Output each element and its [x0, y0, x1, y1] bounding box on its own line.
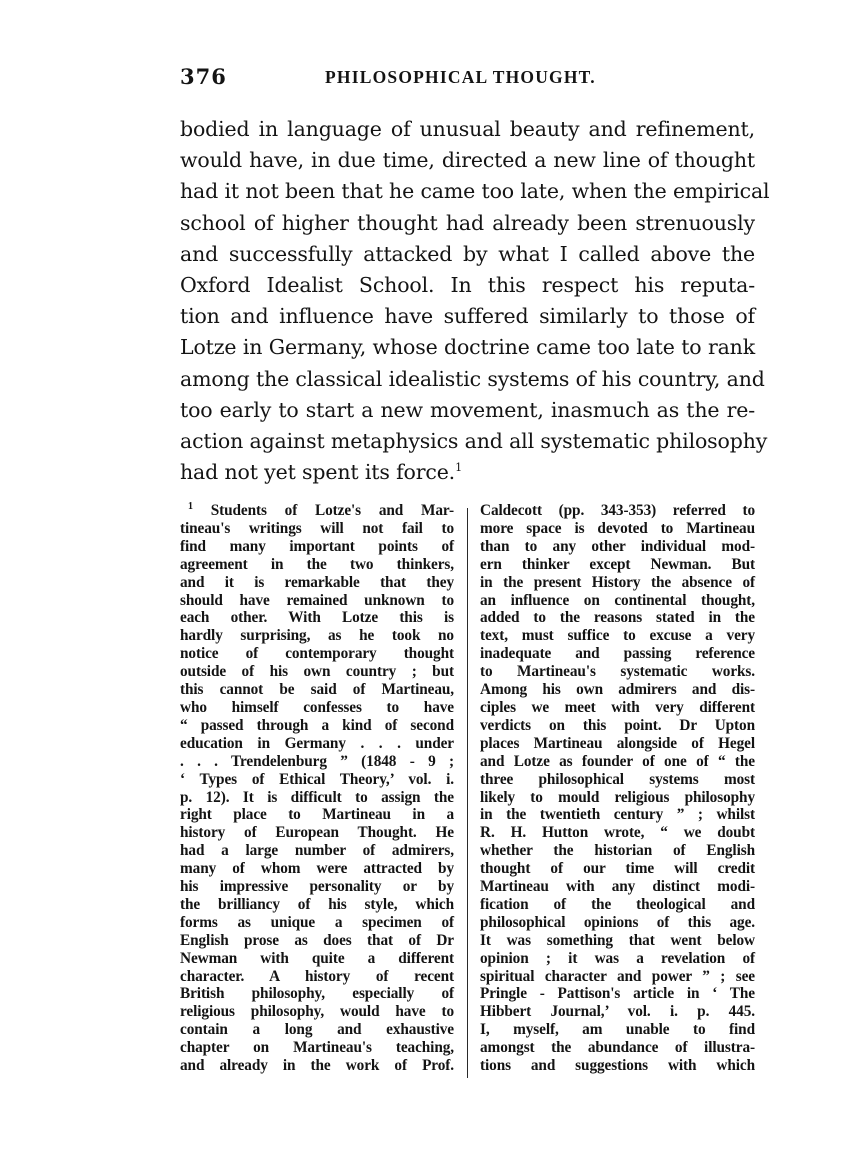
- footnote-line: [480, 681, 755, 699]
- footnote-line: [480, 806, 755, 824]
- footnote-line: [180, 717, 454, 735]
- footnote-line: [180, 1003, 454, 1021]
- footnote-line-text: had a large number of admirers,: [180, 842, 454, 860]
- footnote-line: [180, 771, 454, 789]
- footnote-line-text: to Martineau's systematic works.: [480, 663, 755, 681]
- page-header: [180, 64, 755, 94]
- footnote-reference-mark[interactable]: 1: [455, 461, 462, 475]
- footnote-line-text: chapter on Martineau's teaching,: [180, 1039, 454, 1057]
- footnote-line-text: his impressive personality or by: [180, 878, 454, 896]
- footnote-line: [180, 538, 454, 556]
- footnote-line-text: and already in the work of Prof.: [180, 1057, 454, 1075]
- main-paragraph: [180, 114, 770, 488]
- footnote-line-text: character. A history of recent: [180, 967, 454, 985]
- footnote-line: [180, 1039, 454, 1057]
- footnote-line-text: spiritual character and power ” ; see: [480, 967, 755, 985]
- footnote-line: [480, 556, 755, 574]
- footnote-line: [480, 896, 755, 914]
- body-line-text: would have, in due time, directed a new line of thought: [180, 148, 755, 173]
- body-line-text: had not yet spent its force.: [180, 460, 456, 485]
- footnote-line-text: Newman with quite a different: [180, 949, 454, 967]
- footnote-line: [480, 914, 755, 932]
- footnote-line-text: added to the reasons stated in the: [480, 609, 755, 627]
- footnote-line: [180, 878, 454, 896]
- footnote-line: [180, 896, 454, 914]
- footnote-line: [180, 824, 454, 842]
- footnote-line-text: It was something that went below: [480, 931, 755, 949]
- body-line: [180, 301, 755, 332]
- footnote-line: [480, 538, 755, 556]
- body-line-text: Oxford Idealist School. In this respect his reputa-: [180, 273, 755, 298]
- footnote-line-text: text, must suffice to excuse a very: [480, 627, 755, 645]
- footnote-line: [480, 574, 755, 592]
- footnote-line-text: opinion ; it was a revelation of: [480, 949, 755, 967]
- footnote-line-text: agreement in the two thinkers,: [180, 555, 454, 573]
- footnote-column-left: [180, 502, 454, 1075]
- footnote-line: [180, 1057, 454, 1075]
- body-line: [180, 145, 755, 176]
- footnote-line: [180, 753, 454, 771]
- footnote-line-text: ‘ Types of Ethical Theory,’ vol. i.: [180, 770, 454, 788]
- footnote-block: [180, 502, 755, 1082]
- body-line-text: bodied in language of unusual beauty and refinement,: [180, 117, 755, 141]
- footnote-line-text: Caldecott (pp. 343-353) referred to: [480, 502, 755, 519]
- footnote-line-text: contain a long and exhaustive: [180, 1021, 454, 1039]
- footnote-line: [180, 932, 454, 950]
- footnote-line: [180, 985, 454, 1003]
- footnote-line-text: likely to mould religious philosophy: [480, 788, 755, 806]
- footnote-line: [180, 860, 454, 878]
- footnote-line: [480, 932, 755, 950]
- footnote-line: [480, 609, 755, 627]
- footnote-number: 1: [188, 500, 193, 512]
- footnote-line-text: R. H. Hutton wrote, “ we doubt: [480, 824, 755, 842]
- footnote-line: [180, 627, 454, 645]
- footnote-line: [480, 520, 755, 538]
- footnote-line-text: . . . Trendelenburg ” (1848 - 9 ;: [180, 752, 454, 770]
- footnote-line: [180, 520, 454, 538]
- footnote-line-text: in the twentieth century ” ; whilst: [480, 806, 755, 824]
- body-line: [180, 364, 765, 395]
- footnote-line: [180, 556, 454, 574]
- footnote-line-text: “ passed through a kind of second: [180, 716, 454, 734]
- footnote-line-text: Students of Lotze's and Mar-: [210, 502, 454, 519]
- footnote-line: [180, 663, 454, 681]
- running-head: PHILOSOPHICAL THOUGHT.: [325, 67, 596, 87]
- footnote-line: [480, 985, 755, 1003]
- footnote-line-text: and it is remarkable that they: [180, 573, 454, 591]
- footnote-line-text: religious philosophy, would have to: [180, 1003, 454, 1021]
- footnote-line: [480, 717, 755, 735]
- body-line-text: and successfully attacked by what I called above the: [180, 241, 755, 266]
- footnote-line: [180, 574, 454, 592]
- footnote-line: [180, 645, 454, 663]
- footnote-line: [480, 842, 755, 860]
- footnote-line-text: Pringle - Pattison's article in ‘ The: [480, 985, 755, 1003]
- footnote-line-text: p. 12). It is difficult to assign the: [180, 788, 454, 806]
- footnote-line: [180, 806, 454, 824]
- footnote-line: [180, 914, 454, 932]
- footnote-line-text: English prose as does that of Dr: [180, 931, 454, 949]
- footnote-line-text: whether the historian of English: [480, 842, 755, 860]
- footnote-line: [480, 950, 755, 968]
- body-line: [180, 270, 755, 301]
- footnote-line-text: and Lotze as founder of one of “ the: [480, 752, 755, 770]
- footnote-line-text: than to any other individual mod-: [480, 537, 755, 555]
- footnote-line: [180, 502, 454, 520]
- footnote-line-text: history of European Thought. He: [180, 824, 454, 842]
- body-line-text: action against metaphysics and all systematic philosophy: [180, 429, 768, 454]
- footnote-line: [480, 1039, 755, 1057]
- footnote-line-text: right place to Martineau in a: [180, 806, 454, 824]
- footnote-line: [180, 789, 454, 807]
- footnote-line-text: education in Germany . . . under: [180, 734, 454, 752]
- body-line-text: had it not been that he came too late, when the empirical: [180, 179, 770, 204]
- footnote-line: [180, 592, 454, 610]
- footnote-line: [480, 502, 755, 520]
- footnote-line-text: in the present History the absence of: [480, 573, 755, 591]
- footnote-line-text: thought of our time will credit: [480, 860, 755, 878]
- body-line: [180, 395, 755, 426]
- footnote-line-text: British philosophy, especially of: [180, 985, 454, 1003]
- footnote-line-text: an influence on continental thought,: [480, 591, 755, 609]
- footnote-line-text: hardly surprising, as he took no: [180, 627, 454, 645]
- body-line-text: school of higher thought had already been strenuously: [180, 210, 755, 235]
- footnote-line: [480, 735, 755, 753]
- footnote-line-text: verdicts on this point. Dr Upton: [480, 716, 755, 734]
- footnote-line-text: fication of the theological and: [480, 895, 755, 913]
- footnote-line: [180, 842, 454, 860]
- footnote-line: [480, 592, 755, 610]
- footnote-line-text: amongst the abundance of illustra-: [480, 1039, 755, 1057]
- footnote-line-text: I, myself, am unable to find: [480, 1021, 755, 1039]
- footnote-line-text: who himself confesses to have: [180, 698, 454, 716]
- footnote-line: [180, 1021, 454, 1039]
- footnote-line-text: more space is devoted to Martineau: [480, 519, 755, 537]
- column-divider: [467, 508, 468, 1078]
- body-line: [180, 426, 768, 457]
- body-line: [180, 208, 755, 239]
- footnote-line-text: forms as unique a specimen of: [180, 913, 454, 931]
- footnote-line: [480, 753, 755, 771]
- body-line-text: Lotze in Germany, whose doctrine came too late to rank: [180, 335, 755, 360]
- footnote-line-text: philosophical opinions of this age.: [480, 913, 755, 931]
- body-line: [180, 239, 755, 270]
- footnote-line-text: find many important points of: [180, 537, 454, 555]
- footnote-line: [480, 860, 755, 878]
- footnote-line-text: Hibbert Journal,’ vol. i. p. 445.: [480, 1003, 755, 1021]
- footnote-line-text: tions and suggestions with which: [480, 1057, 755, 1075]
- footnote-line: [480, 878, 755, 896]
- footnote-line-text: many of whom were attracted by: [180, 860, 454, 878]
- footnote-line-text: should have remained unknown to: [180, 591, 454, 609]
- footnote-line: [480, 645, 755, 663]
- footnote-line-text: three philosophical systems most: [480, 770, 755, 788]
- footnote-line-text: each other. With Lotze this is: [180, 609, 454, 627]
- footnote-line: [480, 1003, 755, 1021]
- footnote-line-text: places Martineau alongside of Hegel: [480, 734, 755, 752]
- footnote-line: [480, 968, 755, 986]
- footnote-line: [180, 950, 454, 968]
- footnote-line: [480, 1021, 755, 1039]
- footnote-line: [180, 699, 454, 717]
- footnote-line: [180, 968, 454, 986]
- body-line-text: among the classical idealistic systems of his country, and: [180, 366, 765, 391]
- footnote-line-text: ern thinker except Newman. But: [480, 555, 755, 573]
- footnote-line-text: ciples we meet with very different: [480, 698, 755, 716]
- footnote-line-text: outside of his own country ; but: [180, 663, 454, 681]
- footnote-line-text: tineau's writings will not fail to: [180, 519, 454, 537]
- footnote-line-text: the brilliancy of his style, which: [180, 895, 454, 913]
- footnote-line: [480, 663, 755, 681]
- body-line: [180, 332, 755, 363]
- footnote-line: [480, 824, 755, 842]
- footnote-line: [180, 609, 454, 627]
- body-line: [180, 176, 770, 207]
- footnote-line: [180, 681, 454, 699]
- footnote-line: [480, 627, 755, 645]
- body-line-text: too early to start a new movement, inasmuch as the re-: [180, 397, 755, 422]
- footnote-line: [180, 735, 454, 753]
- body-line: [180, 457, 755, 488]
- footnote-line: [480, 1057, 755, 1075]
- footnote-line-text: Among his own admirers and dis-: [480, 681, 755, 699]
- footnote-line-text: Martineau with any distinct modi-: [480, 878, 755, 896]
- footnote-line-text: inadequate and passing reference: [480, 645, 755, 663]
- page-number: 376: [180, 64, 227, 89]
- footnote-line: [480, 699, 755, 717]
- body-line-text: tion and influence have suffered similarly to those of: [180, 304, 755, 329]
- footnote-line: [480, 789, 755, 807]
- footnote-column-right: [480, 502, 755, 1075]
- footnote-line-text: notice of contemporary thought: [180, 645, 454, 663]
- footnote-line: [480, 771, 755, 789]
- body-line: [180, 114, 755, 145]
- footnote-line-text: this cannot be said of Martineau,: [180, 681, 454, 699]
